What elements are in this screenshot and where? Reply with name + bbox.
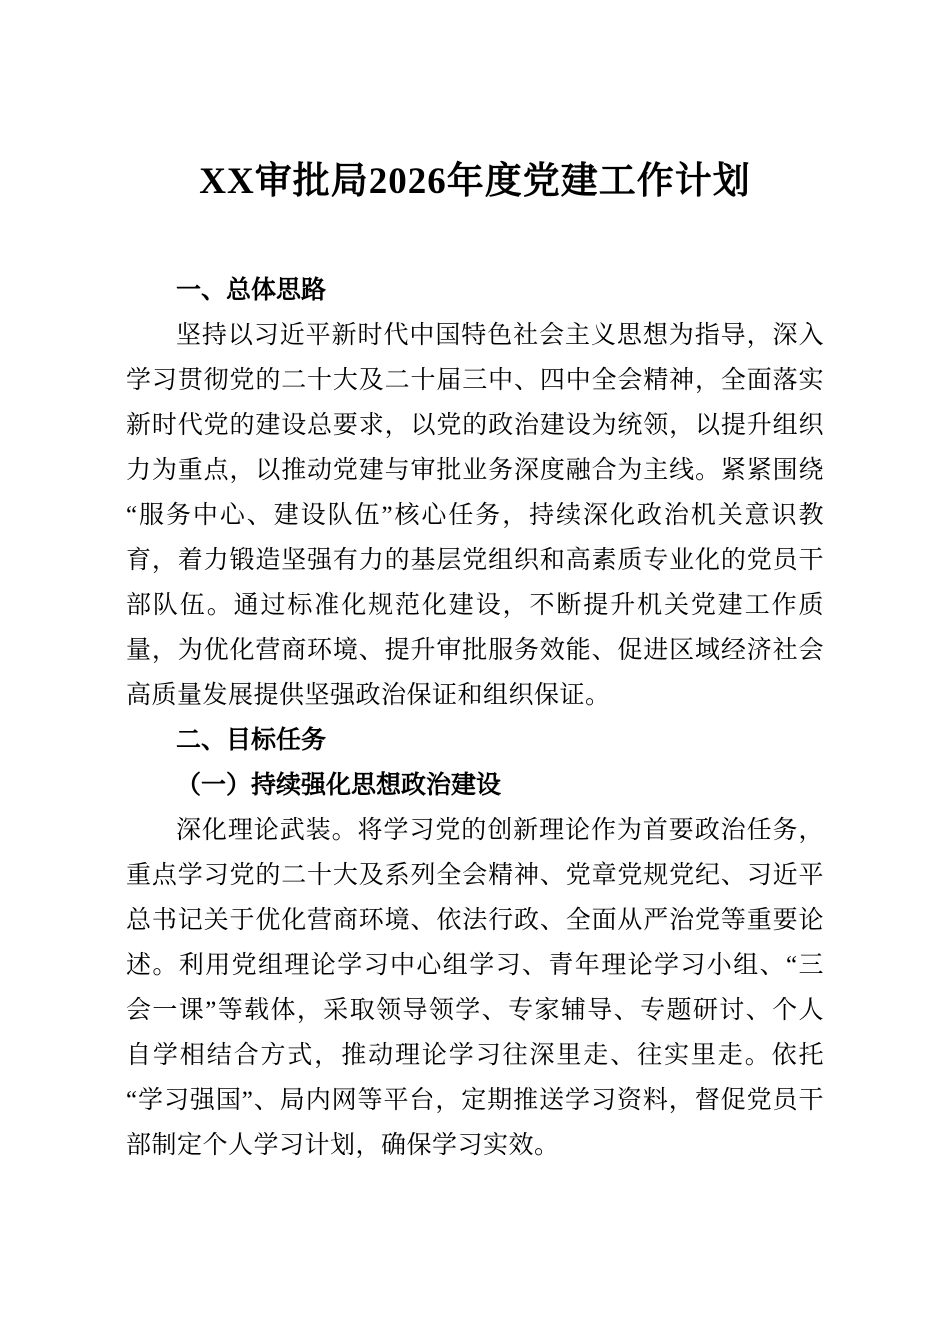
section-heading-target-tasks: 二、目标任务	[176, 726, 327, 755]
paragraph-theory-armament: 深化理论武装。将学习党的创新理论作为首要政治任务，重点学习党的二十大及系列全会精神、党章党规党纪、习近平总书记关于优化营商环境、依法行政、全面从严治党等重要论述。利用党组理论学习中心组学习、青年理论学习小组、“三会一课”等载体，采取领导领学、专家辅导、专题研讨、个人自学相结合方式，推动理论学习往深里走、往实里走。依托“学习强国”、局内网等平台，定期推送学习资料，督促党员干部制定个人学习计划，确保学习实效。	[126, 817, 824, 1160]
document-content	[126, 158, 824, 1168]
subsection-heading-ideological-political: （一）持续强化思想政治建设	[176, 772, 502, 800]
section-heading-overall-approach: 一、总体思路	[176, 276, 327, 305]
document-title: XX审批局2026年度党建工作计划	[199, 161, 751, 202]
paragraph-overall-approach: 坚持以习近平新时代中国特色社会主义思想为指导，深入学习贯彻党的二十大及二十届三中、四中全会精神，全面落实新时代党的建设总要求，以党的政治建设为统领，以提升组织力为重点，以推动党建与审批业务深度融合为主线。紧紧围绕“服务中心、建设队伍”核心任务，持续深化政治机关意识教育，着力锻造坚强有力的基层党组织和高素质专业化的党员干部队伍。通过标准化规范化建设，不断提升机关党建工作质量，为优化营商环境、提升审批服务效能、促进区域经济社会高质量发展提供坚强政治保证和组织保证。	[126, 322, 824, 710]
